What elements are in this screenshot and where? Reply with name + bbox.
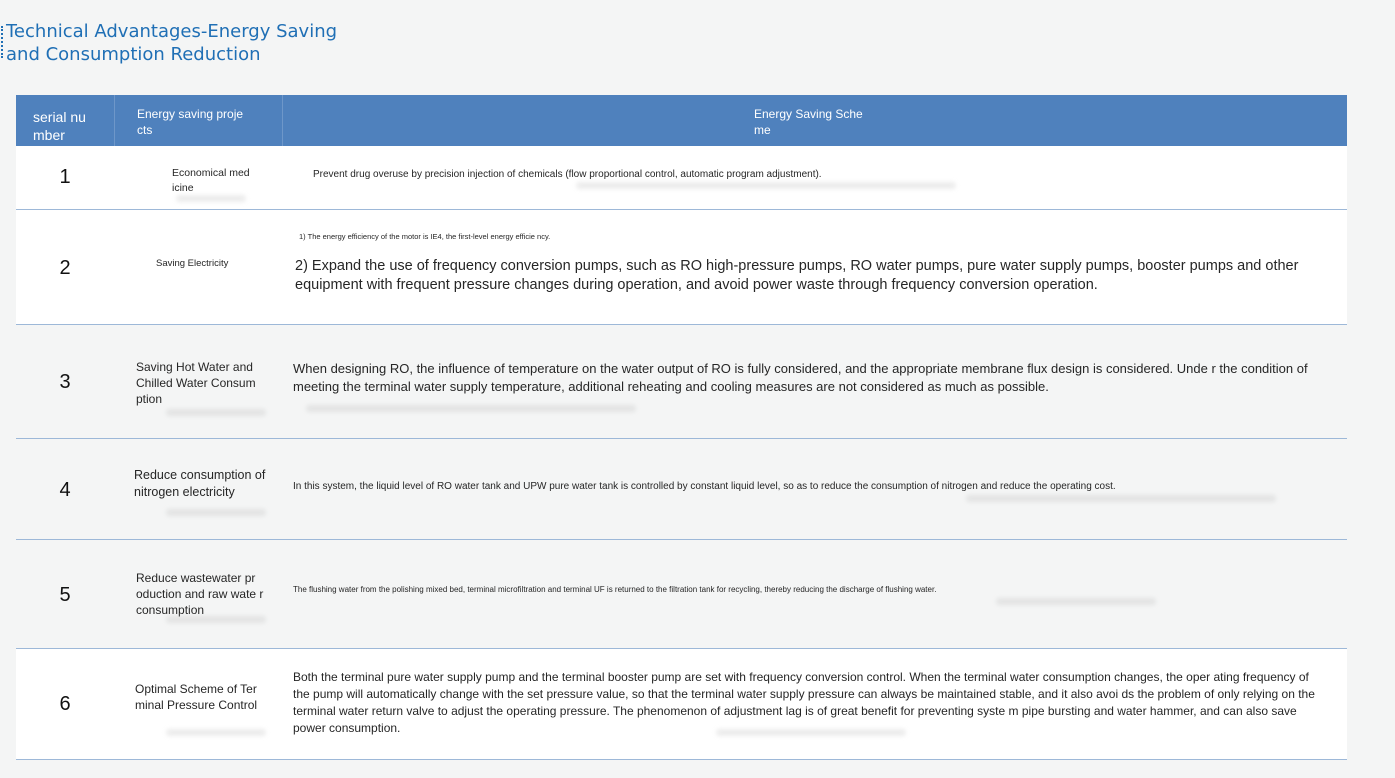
row-serial-number: 5 [59,584,71,606]
row-serial-number: 3 [59,371,71,393]
blur-mark [166,616,266,623]
table-row [16,210,1347,325]
header-cell-project [114,95,282,146]
header-energy-saving-projects: Energy saving proje cts [137,107,244,137]
table-row [16,439,1347,540]
blur-mark [176,195,246,202]
row-scheme: In this system, the liquid level of RO water tank and UPW pure water tank is controlled by constant liquid level, so as to reduce the consumption of nitrogen and reduce the operating cost. [293,481,1116,492]
row-scheme-note: 1) The energy efficiency of the motor is IE4, the first-level energy efficie ncy. [299,232,551,241]
row-serial-number: 2 [59,257,71,279]
blur-mark [306,405,636,412]
row-project: Economical med icine [172,167,250,194]
row-project: Reduce wastewater pr oduction and raw wate r consumption [136,571,264,617]
row-scheme: The flushing water from the polishing mixed bed, terminal microfiltration and terminal UF is returned to the filtration tank for recycling, thereby reducing the discharge of flushing water. [293,585,937,594]
page-title: Technical Advantages-Energy Saving and Consumption Reduction [6,21,338,65]
blur-mark [166,729,266,736]
header-cell-serial [16,95,114,146]
row-scheme: When designing RO, the influence of temperature on the water output of RO is fully considered, and the appropriate membrane flux design is considered. Unde r the condition of meeting the terminal water supply temperature, additional reheating and cooling measures are not considered as much as possible. [293,361,1308,394]
table-row [16,325,1347,439]
header-cell-scheme [282,95,1347,146]
table-row [16,649,1347,760]
row-scheme: Prevent drug overuse by precision injection of chemicals (flow proportional control, automatic program adjustment). [313,169,822,180]
row-project: Saving Electricity [156,258,229,269]
title-marker [1,26,4,58]
header-divider [114,95,115,146]
row-serial-number: 4 [59,479,71,501]
blur-mark [166,409,266,416]
blur-mark [166,509,266,516]
blur-mark [716,729,906,736]
row-scheme: 2) Expand the use of frequency conversion pumps, such as RO high-pressure pumps, RO water pumps, pure water supply pumps, booster pumps and other equipment with frequent pressure changes during operation, and avoid power waste through frequency conversion operation. [295,258,1299,293]
row-serial-number: 6 [59,693,71,715]
blur-mark [576,182,956,189]
table-row [16,146,1347,210]
row-project: Saving Hot Water and Chilled Water Consum ption [136,360,256,406]
row-project: Reduce consumption of nitrogen electricity [134,468,266,499]
row-serial-number: 1 [59,166,71,188]
row-scheme: Both the terminal pure water supply pump and the terminal booster pump are set with frequency conversion control. When the terminal water consumption changes, the oper ating frequency of the pump will automatically change with the set pressure value, so that the terminal water supply pressure can always be maintained stable, and it also avoi ds the problem of only relying on the terminal water return valve to adjust the operating pressure. The phenomenon of adjustment lag is of great benefit for preventing syste m pipe bursting and water hammer, and can also save power consumption. [293,670,1315,735]
table-row [16,540,1347,649]
header-energy-saving-scheme: Energy Saving Sche me [754,107,863,137]
table-header [16,95,1347,146]
header-divider [282,95,283,146]
header-serial-number: serial nu mber [33,109,86,143]
blur-mark [966,495,1276,502]
row-project: Optimal Scheme of Ter minal Pressure Control [135,682,258,712]
blur-mark [996,598,1156,605]
energy-saving-table [16,95,1347,760]
